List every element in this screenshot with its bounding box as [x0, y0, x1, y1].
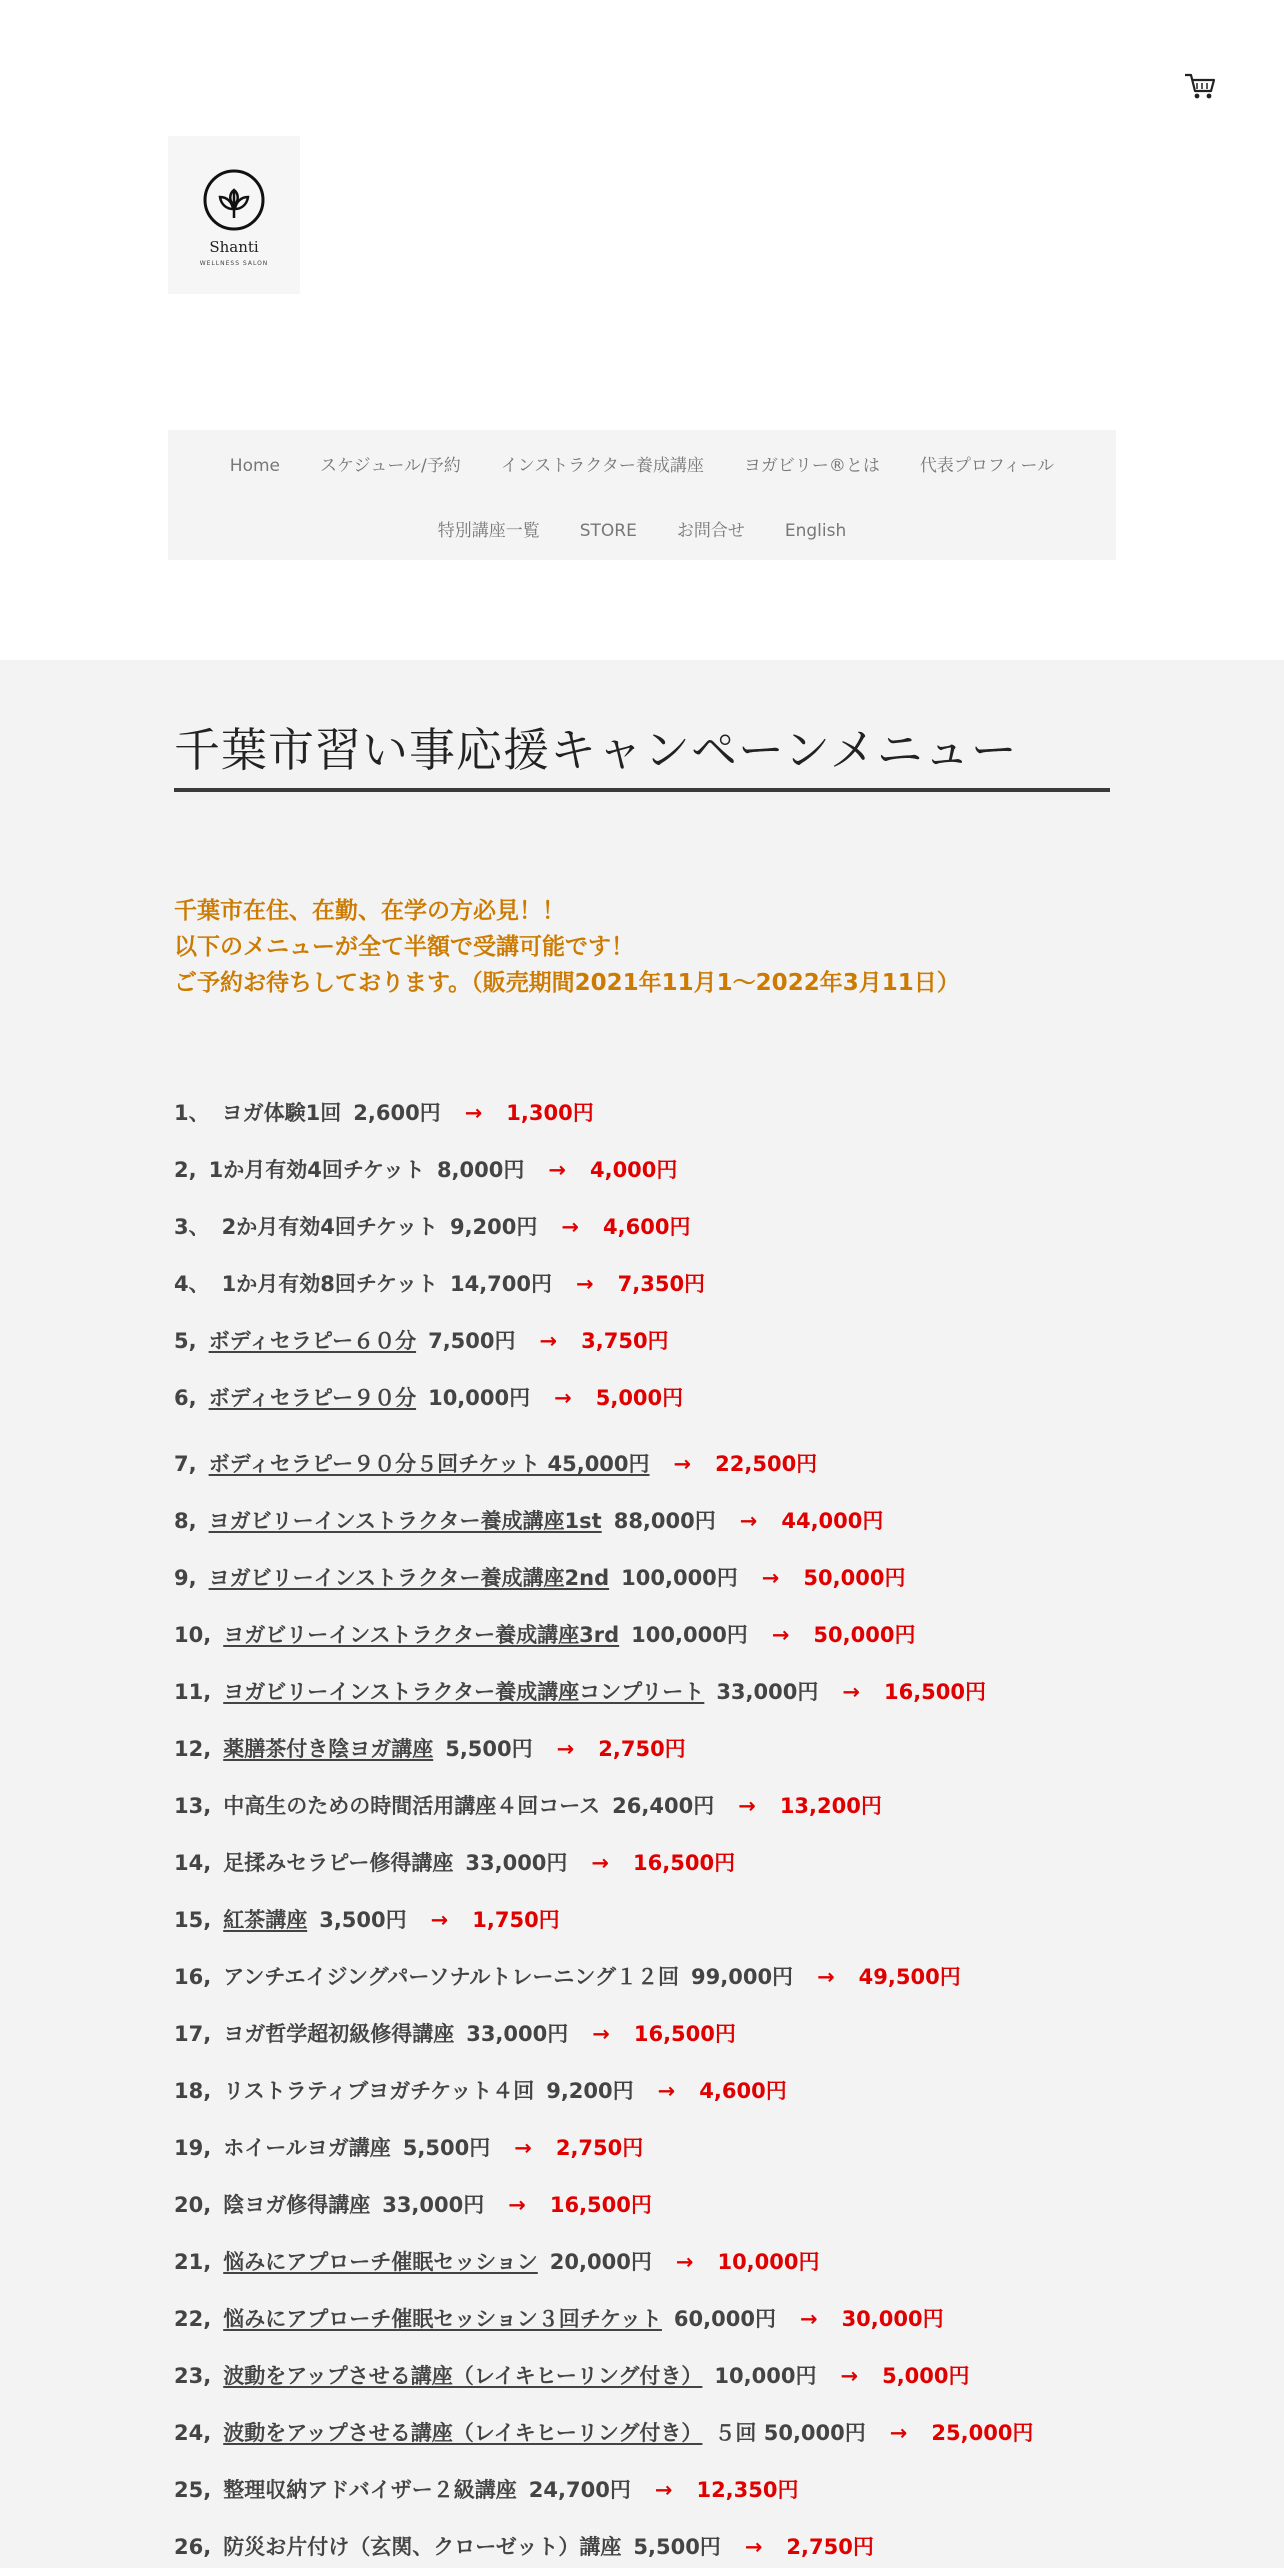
main-content	[0, 660, 1284, 2568]
menu-item-number: 13,	[174, 1794, 212, 1818]
menu-item	[174, 2018, 736, 2048]
menu-item	[174, 1562, 905, 1592]
nav-link[interactable]: ヨガビリー®とは	[743, 456, 880, 476]
menu-item-price: 7,500円	[428, 1329, 516, 1353]
arrow-icon: →	[771, 1623, 790, 1647]
nav-link[interactable]: 代表プロフィール	[919, 456, 1055, 476]
arrow-icon: →	[556, 1737, 575, 1761]
menu-item-number: 14,	[174, 1851, 212, 1875]
menu-item-number: 24,	[174, 2421, 212, 2445]
arrow-icon: →	[842, 1680, 860, 1704]
menu-item-discount-price: 10,000円	[717, 2250, 820, 2274]
menu-item-number: 21,	[174, 2250, 212, 2274]
menu-item-price: 8,000円	[436, 1158, 525, 1182]
menu-item-link[interactable]: 薬膳茶付き陰ヨガ講座	[223, 1737, 434, 1761]
arrow-icon: →	[817, 1965, 835, 1989]
menu-item-price: 10,000円	[428, 1386, 531, 1410]
menu-item-discount-price: 2,750円	[555, 2136, 644, 2160]
arrow-icon: →	[539, 1329, 558, 1353]
menu-item-discount-price: 49,500円	[858, 1965, 961, 1989]
menu-item-number: 25,	[174, 2478, 212, 2502]
menu-item-discount-price: 5,000円	[595, 1386, 684, 1410]
nav-link[interactable]: スケジュール/予約	[320, 456, 461, 476]
menu-item-discount-price: 16,500円	[883, 1680, 987, 1704]
arrow-icon: →	[430, 1908, 449, 1932]
menu-item	[174, 2417, 1033, 2447]
menu-item-number: 4、	[174, 1272, 210, 1296]
arrow-icon: →	[739, 1509, 758, 1533]
menu-item	[174, 2189, 652, 2219]
arrow-icon: →	[673, 1452, 692, 1476]
menu-item-name: 中高生のための時間活用講座４回コース	[223, 1794, 601, 1818]
arrow-icon: →	[508, 2193, 526, 2217]
menu-item-number: 2,	[174, 1158, 197, 1182]
menu-item-price: 33,000円	[716, 1680, 819, 1704]
menu-item-discount-price: 13,200円	[779, 1794, 882, 1818]
intro-line: ご予約お待ちしております。（販売期間2021年11月1〜2022年3月11日）	[174, 970, 960, 996]
menu-item-discount-price: 2,750円	[786, 2535, 874, 2559]
menu-item-number: 18,	[174, 2079, 212, 2103]
menu-item	[174, 1619, 915, 1649]
menu-item-price: 24,700円	[528, 2478, 631, 2502]
menu-item	[174, 1097, 594, 1127]
menu-item-discount-price: 16,500円	[549, 2193, 652, 2217]
menu-item-link[interactable]: ヨガビリーインストラクター養成講座2nd	[208, 1566, 610, 1590]
menu-item-name: 1か月有効8回チケット	[221, 1272, 438, 1296]
menu-item-discount-price: 1,750円	[472, 1908, 560, 1932]
menu-item-discount-price: 50,000円	[803, 1566, 906, 1590]
arrow-icon: →	[576, 1272, 594, 1296]
menu-item-number: 1、	[174, 1101, 210, 1125]
menu-item-discount-price: 22,500円	[715, 1452, 818, 1476]
menu-item-name: 整理収納アドバイザー２級講座	[223, 2478, 517, 2502]
menu-item-number: 3、	[174, 1215, 210, 1239]
menu-item-discount-price: 2,750円	[598, 1737, 686, 1761]
menu-item-name: 1か月有効4回チケット	[208, 1158, 425, 1182]
nav-link[interactable]: Home	[229, 456, 280, 476]
nav-link[interactable]: English	[784, 521, 847, 541]
arrow-icon: →	[548, 1158, 566, 1182]
cart-icon[interactable]	[1183, 71, 1217, 101]
menu-item-price: 5,500円	[402, 2136, 491, 2160]
menu-item	[174, 2360, 970, 2390]
arrow-icon: →	[889, 2421, 908, 2445]
menu-item	[174, 1325, 669, 1355]
menu-item	[174, 2132, 643, 2162]
menu-item-link[interactable]: ヨガビリーインストラクター養成講座3rd	[223, 1623, 620, 1647]
menu-item-price: 9,200円	[546, 2079, 634, 2103]
menu-item-number: 22,	[174, 2307, 212, 2331]
menu-item-name: ホイールヨガ講座	[223, 2136, 391, 2160]
arrow-icon: →	[799, 2307, 818, 2331]
menu-item-price: 33,000円	[465, 1851, 568, 1875]
menu-item-number: 11,	[174, 1680, 212, 1704]
menu-item-link[interactable]: ボディセラピー９０分５回チケット 45,000円	[208, 1452, 650, 1476]
menu-item-name: 足揉みセラピー修得講座	[223, 1851, 454, 1875]
menu-item-link[interactable]: ヨガビリーインストラクター養成講座コンプリート	[223, 1680, 705, 1704]
menu-item-number: 8,	[174, 1509, 197, 1533]
menu-item-name: ヨガ体験1回	[221, 1101, 342, 1125]
menu-item-discount-price: 4,600円	[603, 1215, 691, 1239]
menu-item-price: ５回 50,000円	[714, 2421, 866, 2445]
main-navigation	[168, 430, 1116, 560]
menu-item-discount-price: 16,500円	[633, 1851, 736, 1875]
site-logo[interactable]	[168, 136, 300, 294]
arrow-icon: →	[591, 1851, 610, 1875]
menu-item-link[interactable]: 悩みにアプローチ催眠セッション	[223, 2250, 538, 2274]
menu-item-discount-price: 50,000円	[813, 1623, 916, 1647]
menu-item-price: 60,000円	[673, 2307, 776, 2331]
arrow-icon: →	[464, 1101, 483, 1125]
menu-item-number: 16,	[174, 1965, 212, 1989]
menu-item-link[interactable]: 紅茶講座	[223, 1908, 308, 1932]
menu-item-price: 9,200円	[449, 1215, 538, 1239]
menu-item-link[interactable]: 波動をアップさせる講座（レイキヒーリング付き）	[223, 2421, 703, 2445]
nav-link[interactable]: STORE	[579, 521, 637, 541]
menu-item-name: リストラティブヨガチケット４回	[223, 2079, 535, 2103]
intro-text	[174, 893, 960, 1001]
menu-item-discount-price: 1,300円	[506, 1101, 594, 1125]
menu-item-number: 12,	[174, 1737, 212, 1761]
leaf-circle-icon	[202, 168, 266, 232]
menu-item-number: 19,	[174, 2136, 212, 2160]
menu-item-price: 5,500円	[445, 1737, 533, 1761]
arrow-icon: →	[738, 1794, 756, 1818]
menu-item-price: 33,000円	[466, 2022, 569, 2046]
intro-line: 以下のメニューが全て半額で受講可能です！	[174, 934, 634, 960]
menu-item	[174, 1676, 986, 1706]
arrow-icon: →	[554, 1386, 572, 1410]
arrow-icon: →	[744, 2535, 763, 2559]
menu-item-price: 33,000円	[382, 2193, 485, 2217]
menu-item	[174, 1961, 961, 1991]
menu-item-number: 9,	[174, 1566, 197, 1590]
nav-link[interactable]: インストラクター養成講座	[500, 456, 704, 476]
menu-item-price: 100,000円	[621, 1566, 738, 1590]
nav-link[interactable]: お問合せ	[676, 521, 745, 541]
logo-tagline: WELLNESS SALON	[199, 260, 269, 267]
menu-item	[174, 2246, 820, 2276]
menu-item-discount-price: 4,000円	[589, 1158, 678, 1182]
menu-item	[174, 1268, 705, 1298]
menu-item-price: 3,500円	[319, 1908, 407, 1932]
arrow-icon: →	[657, 2079, 676, 2103]
menu-item	[174, 2075, 787, 2105]
arrow-icon: →	[654, 2478, 673, 2502]
arrow-icon: →	[592, 2022, 610, 2046]
menu-item-discount-price: 44,000円	[781, 1509, 884, 1533]
menu-item-number: 15,	[174, 1908, 212, 1932]
menu-item-discount-price: 25,000円	[931, 2421, 1034, 2445]
menu-item-number: 10,	[174, 1623, 212, 1647]
menu-item-discount-price: 4,600円	[699, 2079, 787, 2103]
arrow-icon: →	[514, 2136, 532, 2160]
menu-item-discount-price: 12,350円	[696, 2478, 799, 2502]
menu-item-name: 2か月有効4回チケット	[221, 1215, 438, 1239]
menu-item-discount-price: 7,350円	[617, 1272, 706, 1296]
logo-name: Shanti	[209, 238, 259, 256]
menu-item	[174, 1847, 735, 1877]
menu-item-number: 17,	[174, 2022, 212, 2046]
nav-link[interactable]: 特別講座一覧	[437, 521, 540, 541]
menu-item-price: 10,000円	[714, 2364, 817, 2388]
menu-item-link[interactable]: ボディセラピー６０分	[208, 1329, 417, 1353]
nav-row	[168, 450, 1116, 482]
menu-item-number: 23,	[174, 2364, 212, 2388]
menu-item-name: 防災お片付け（玄関、クローゼット）講座	[223, 2535, 622, 2559]
menu-item	[174, 1211, 690, 1241]
menu-item	[174, 2531, 874, 2561]
menu-item-name: 陰ヨガ修得講座	[223, 2193, 371, 2217]
menu-item	[174, 2303, 944, 2333]
menu-item	[174, 1790, 882, 1820]
menu-item-number: 26,	[174, 2535, 212, 2559]
menu-item-price: 20,000円	[549, 2250, 652, 2274]
menu-item	[174, 1448, 817, 1478]
menu-item-price: 99,000円	[691, 1965, 794, 1989]
menu-item	[174, 1904, 560, 1934]
arrow-icon: →	[840, 2364, 859, 2388]
menu-item-discount-price: 16,500円	[633, 2022, 736, 2046]
menu-item	[174, 1733, 686, 1763]
menu-item-name: ヨガ哲学超初級修得講座	[223, 2022, 455, 2046]
menu-item-price: 14,700円	[449, 1272, 553, 1296]
title-divider	[174, 788, 1110, 792]
nav-row	[168, 515, 1116, 547]
arrow-icon: →	[761, 1566, 780, 1590]
menu-item-number: 6,	[174, 1386, 197, 1410]
menu-item-link[interactable]: ヨガビリーインストラクター養成講座1st	[208, 1509, 602, 1533]
menu-item-price: 88,000円	[613, 1509, 716, 1533]
menu-item-link[interactable]: 波動をアップさせる講座（レイキヒーリング付き）	[223, 2364, 703, 2388]
menu-item-price: 100,000円	[631, 1623, 748, 1647]
page-title: 千葉市習い事応援キャンペーンメニュー	[174, 723, 1018, 777]
menu-item-link[interactable]: ボディセラピー９０分	[208, 1386, 417, 1410]
menu-item-discount-price: 5,000円	[882, 2364, 970, 2388]
menu-item-price: 2,600円	[353, 1101, 441, 1125]
menu-item	[174, 2474, 799, 2504]
menu-item-number: 20,	[174, 2193, 212, 2217]
menu-item-link[interactable]: 悩みにアプローチ催眠セッション３回チケット	[223, 2307, 662, 2331]
intro-line: 千葉市在住、在勤、在学の方必見！！	[174, 898, 565, 924]
menu-item-price: 26,400円	[612, 1794, 715, 1818]
menu-item	[174, 1154, 677, 1184]
arrow-icon: →	[675, 2250, 694, 2274]
menu-item-number: 7,	[174, 1452, 197, 1476]
menu-item-name: アンチエイジングパーソナルトレーニング１２回	[223, 1965, 680, 1989]
menu-item-price: 5,500円	[633, 2535, 721, 2559]
menu-item-number: 5,	[174, 1329, 197, 1353]
menu-item-discount-price: 3,750円	[581, 1329, 669, 1353]
arrow-icon: →	[561, 1215, 580, 1239]
menu-item	[174, 1505, 883, 1535]
menu-item-discount-price: 30,000円	[841, 2307, 944, 2331]
menu-item	[174, 1382, 683, 1412]
